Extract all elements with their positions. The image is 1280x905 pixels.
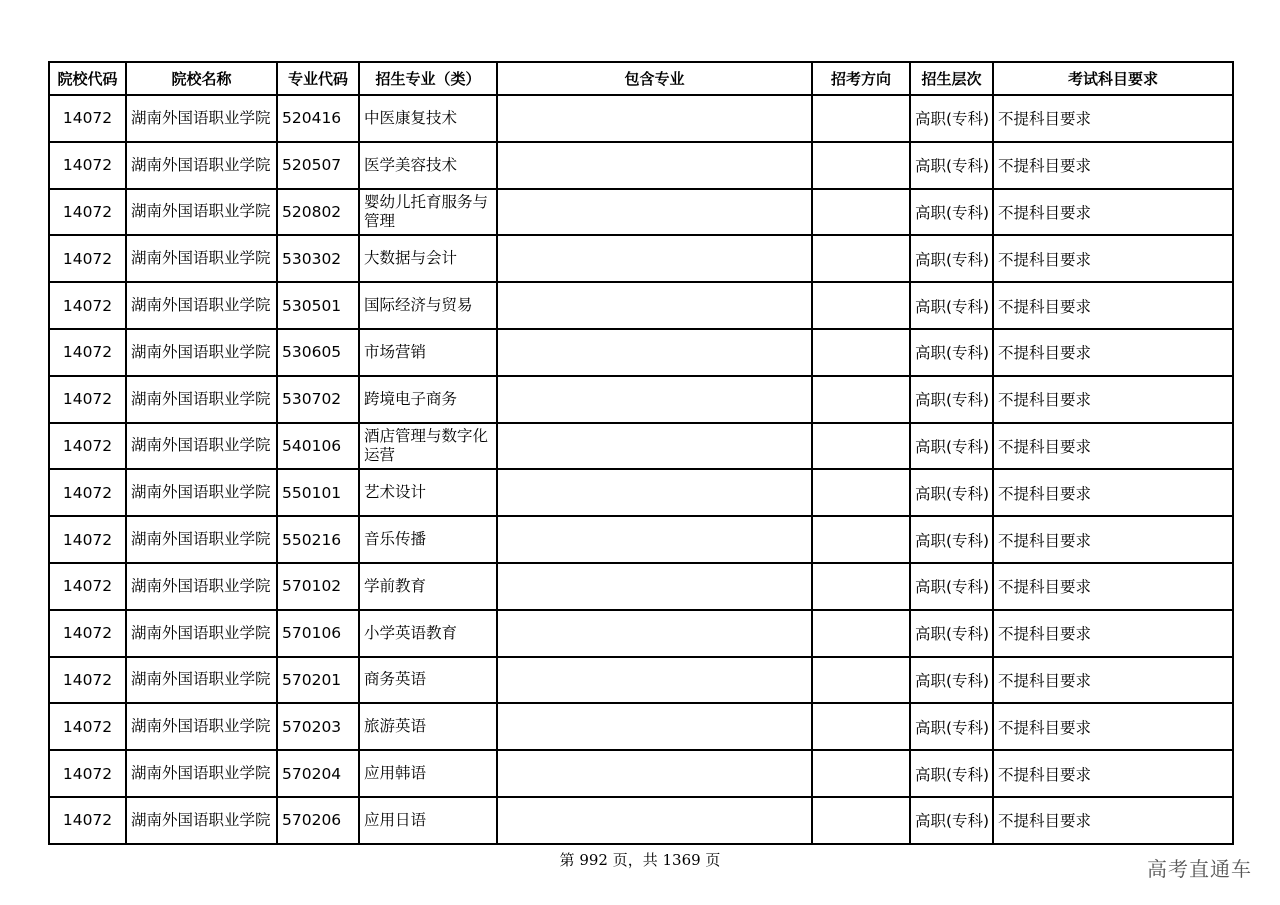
cell-major-code: 570203 [277,703,359,750]
cell-direction [812,282,910,329]
cell-direction [812,610,910,657]
cell-level: 高职(专科) [910,142,993,189]
cell-direction [812,142,910,189]
table-row [49,563,1233,610]
table-row [49,235,1233,282]
cell-includes [497,610,812,657]
cell-major: 商务英语 [359,657,497,704]
cell-level: 高职(专科) [910,282,993,329]
cell-school-name: 湖南外国语职业学院 [126,750,277,797]
cell-school-name: 湖南外国语职业学院 [126,797,277,844]
cell-level: 高职(专科) [910,516,993,563]
cell-includes [497,95,812,142]
cell-requirement: 不提科目要求 [993,657,1233,704]
cell-direction [812,563,910,610]
cell-school-name: 湖南外国语职业学院 [126,329,277,376]
cell-school-code: 14072 [49,610,126,657]
table-row [49,750,1233,797]
cell-major: 大数据与会计 [359,235,497,282]
cell-school-code: 14072 [49,189,126,236]
table-row [49,469,1233,516]
cell-major-code: 550101 [277,469,359,516]
cell-direction [812,376,910,423]
cell-major-code: 530605 [277,329,359,376]
cell-major-code: 550216 [277,516,359,563]
cell-school-code: 14072 [49,282,126,329]
cell-school-code: 14072 [49,797,126,844]
cell-school-code: 14072 [49,469,126,516]
cell-major-code: 520507 [277,142,359,189]
header-includes: 包含专业 [497,62,812,95]
cell-school-code: 14072 [49,563,126,610]
cell-school-name: 湖南外国语职业学院 [126,95,277,142]
cell-level: 高职(专科) [910,95,993,142]
table-row [49,376,1233,423]
cell-requirement: 不提科目要求 [993,376,1233,423]
cell-includes [497,469,812,516]
cell-major: 中医康复技术 [359,95,497,142]
cell-major: 学前教育 [359,563,497,610]
table-row [49,282,1233,329]
cell-major: 应用韩语 [359,750,497,797]
cell-major: 国际经济与贸易 [359,282,497,329]
cell-direction [812,189,910,236]
cell-major: 市场营销 [359,329,497,376]
cell-major-code: 520416 [277,95,359,142]
cell-school-name: 湖南外国语职业学院 [126,376,277,423]
cell-school-name: 湖南外国语职业学院 [126,610,277,657]
cell-school-name: 湖南外国语职业学院 [126,516,277,563]
cell-requirement: 不提科目要求 [993,329,1233,376]
cell-requirement: 不提科目要求 [993,703,1233,750]
table-row [49,516,1233,563]
table-body [49,95,1233,844]
cell-level: 高职(专科) [910,657,993,704]
cell-school-code: 14072 [49,95,126,142]
table-row [49,657,1233,704]
table-row [49,610,1233,657]
table-row [49,142,1233,189]
cell-major: 旅游英语 [359,703,497,750]
cell-includes [497,797,812,844]
cell-major: 应用日语 [359,797,497,844]
cell-school-code: 14072 [49,516,126,563]
cell-requirement: 不提科目要求 [993,235,1233,282]
cell-school-name: 湖南外国语职业学院 [126,469,277,516]
cell-direction [812,797,910,844]
cell-school-code: 14072 [49,329,126,376]
cell-major-code: 570106 [277,610,359,657]
cell-includes [497,750,812,797]
cell-school-code: 14072 [49,657,126,704]
cell-level: 高职(专科) [910,703,993,750]
cell-school-code: 14072 [49,703,126,750]
cell-school-code: 14072 [49,142,126,189]
cell-school-name: 湖南外国语职业学院 [126,657,277,704]
cell-direction [812,657,910,704]
cell-requirement: 不提科目要求 [993,563,1233,610]
header-direction: 招考方向 [812,62,910,95]
cell-major-code: 570204 [277,750,359,797]
cell-level: 高职(专科) [910,423,993,470]
cell-major-code: 530702 [277,376,359,423]
cell-requirement: 不提科目要求 [993,95,1233,142]
cell-school-name: 湖南外国语职业学院 [126,703,277,750]
header-school-name: 院校名称 [126,62,277,95]
table-row [49,703,1233,750]
cell-school-name: 湖南外国语职业学院 [126,189,277,236]
cell-requirement: 不提科目要求 [993,797,1233,844]
cell-major: 跨境电子商务 [359,376,497,423]
cell-level: 高职(专科) [910,563,993,610]
table-row [49,797,1233,844]
cell-requirement: 不提科目要求 [993,142,1233,189]
cell-school-name: 湖南外国语职业学院 [126,282,277,329]
header-school-code: 院校代码 [49,62,126,95]
cell-school-code: 14072 [49,423,126,470]
cell-requirement: 不提科目要求 [993,516,1233,563]
cell-level: 高职(专科) [910,469,993,516]
cell-includes [497,189,812,236]
cell-major: 艺术设计 [359,469,497,516]
cell-requirement: 不提科目要求 [993,189,1233,236]
table-row [49,95,1233,142]
cell-level: 高职(专科) [910,797,993,844]
cell-major-code: 570102 [277,563,359,610]
cell-school-name: 湖南外国语职业学院 [126,142,277,189]
cell-major-code: 530501 [277,282,359,329]
cell-includes [497,423,812,470]
cell-level: 高职(专科) [910,750,993,797]
cell-direction [812,235,910,282]
cell-includes [497,563,812,610]
header-major: 招生专业（类） [359,62,497,95]
cell-direction [812,95,910,142]
cell-school-name: 湖南外国语职业学院 [126,235,277,282]
header-major-code: 专业代码 [277,62,359,95]
cell-requirement: 不提科目要求 [993,282,1233,329]
cell-level: 高职(专科) [910,610,993,657]
watermark: 高考直通车 [1147,857,1252,881]
table-row [49,329,1233,376]
cell-school-name: 湖南外国语职业学院 [126,423,277,470]
cell-direction [812,703,910,750]
cell-level: 高职(专科) [910,189,993,236]
cell-includes [497,703,812,750]
cell-major-code: 520802 [277,189,359,236]
cell-level: 高职(专科) [910,235,993,282]
cell-includes [497,142,812,189]
cell-includes [497,657,812,704]
cell-includes [497,376,812,423]
cell-major-code: 530302 [277,235,359,282]
majors-table [48,61,1234,845]
cell-major-code: 570201 [277,657,359,704]
cell-major: 医学美容技术 [359,142,497,189]
cell-includes [497,282,812,329]
cell-requirement: 不提科目要求 [993,469,1233,516]
cell-level: 高职(专科) [910,329,993,376]
table-row [49,189,1233,236]
cell-requirement: 不提科目要求 [993,423,1233,470]
cell-level: 高职(专科) [910,376,993,423]
cell-major-code: 570206 [277,797,359,844]
header-level: 招生层次 [910,62,993,95]
cell-major: 酒店管理与数字化运营 [359,423,497,470]
cell-major: 音乐传播 [359,516,497,563]
cell-requirement: 不提科目要求 [993,750,1233,797]
page-number: 第 992 页，共 1369 页 [559,851,721,869]
cell-includes [497,329,812,376]
cell-school-code: 14072 [49,235,126,282]
cell-direction [812,469,910,516]
table-header-row [49,62,1233,95]
cell-includes [497,516,812,563]
header-requirement: 考试科目要求 [993,62,1233,95]
cell-direction [812,329,910,376]
table-row [49,423,1233,470]
cell-school-name: 湖南外国语职业学院 [126,563,277,610]
cell-major-code: 540106 [277,423,359,470]
cell-includes [497,235,812,282]
cell-direction [812,516,910,563]
cell-direction [812,423,910,470]
cell-major: 小学英语教育 [359,610,497,657]
cell-school-code: 14072 [49,750,126,797]
cell-requirement: 不提科目要求 [993,610,1233,657]
cell-major: 婴幼儿托育服务与管理 [359,189,497,236]
cell-school-code: 14072 [49,376,126,423]
cell-direction [812,750,910,797]
